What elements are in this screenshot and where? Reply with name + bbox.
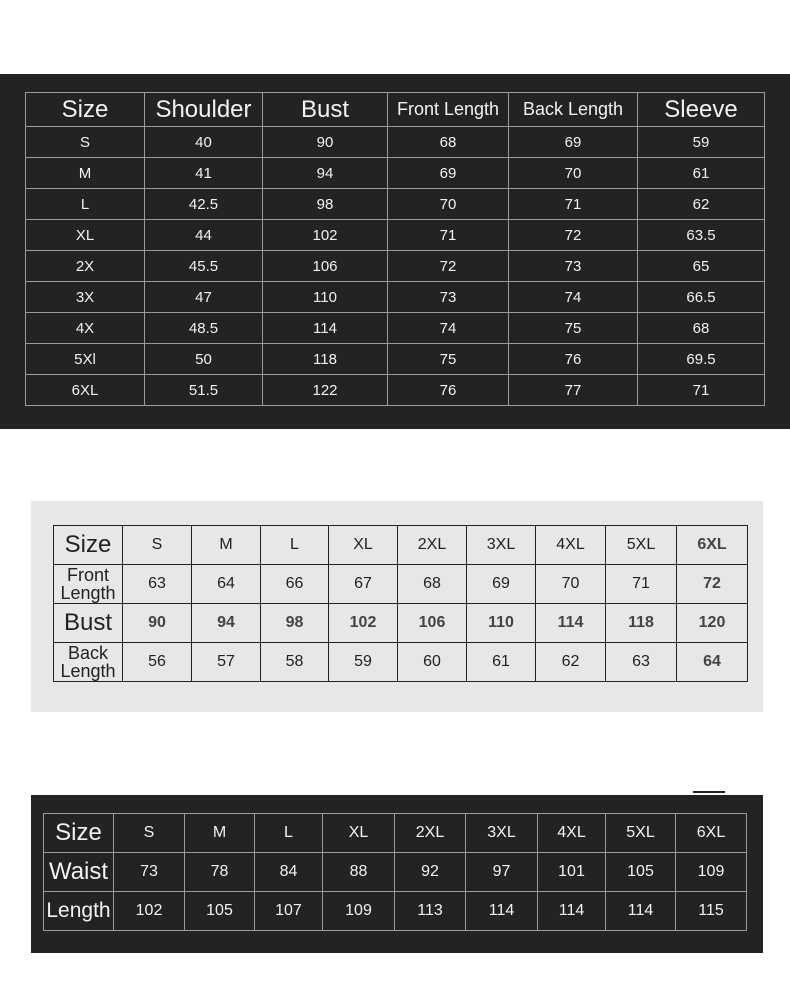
measurement-cell: 59	[329, 643, 398, 682]
measurement-cell: 61	[638, 158, 765, 189]
size-header-cell: XL	[323, 814, 395, 853]
size-cell: 6XL	[26, 375, 145, 406]
measurement-cell: 72	[388, 251, 509, 282]
column-header: Bust	[263, 93, 388, 127]
measurement-cell: 66	[261, 565, 329, 604]
size-header-cell: 2XL	[398, 526, 467, 565]
measurement-cell: 69	[388, 158, 509, 189]
size-header-cell: 4XL	[536, 526, 606, 565]
measurement-cell: 51.5	[145, 375, 263, 406]
measurement-cell: 77	[509, 375, 638, 406]
size-cell: 5Xl	[26, 344, 145, 375]
size-cell: XL	[26, 220, 145, 251]
measurement-cell: 97	[466, 853, 538, 892]
size-header-cell: 4XL	[538, 814, 606, 853]
column-header: Size	[26, 93, 145, 127]
row-label: Waist	[44, 853, 114, 892]
size-header-cell: M	[192, 526, 261, 565]
measurement-cell: 72	[509, 220, 638, 251]
measurement-cell: 101	[538, 853, 606, 892]
measurement-cell: 69	[509, 127, 638, 158]
measurement-cell: 118	[263, 344, 388, 375]
size-header-cell: XL	[329, 526, 398, 565]
measurement-cell: 75	[388, 344, 509, 375]
waist-length-size-chart-panel	[31, 795, 763, 953]
measurement-cell: 59	[638, 127, 765, 158]
row-label: Length	[44, 892, 114, 931]
measurement-cell: 42.5	[145, 189, 263, 220]
measurement-cell: 69.5	[638, 344, 765, 375]
measurement-cell: 90	[123, 604, 192, 643]
measurement-cell: 110	[263, 282, 388, 313]
measurement-cell: 98	[261, 604, 329, 643]
measurement-cell: 75	[509, 313, 638, 344]
size-header-cell: 5XL	[606, 814, 676, 853]
measurement-cell: 67	[329, 565, 398, 604]
measurement-cell: 68	[398, 565, 467, 604]
measurement-cell: 102	[329, 604, 398, 643]
measurement-cell: 102	[263, 220, 388, 251]
measurement-cell: 73	[509, 251, 638, 282]
column-header: Sleeve	[638, 93, 765, 127]
measurement-cell: 107	[255, 892, 323, 931]
table-row	[26, 220, 765, 251]
measurement-cell: 113	[395, 892, 466, 931]
table-row	[26, 127, 765, 158]
measurement-cell: 48.5	[145, 313, 263, 344]
measurement-cell: 109	[676, 853, 747, 892]
measurement-cell: 114	[536, 604, 606, 643]
measurement-cell: 106	[263, 251, 388, 282]
table-row	[44, 853, 747, 892]
table-row	[26, 189, 765, 220]
measurement-cell: 47	[145, 282, 263, 313]
garment-size-table	[25, 92, 765, 406]
table-row	[26, 375, 765, 406]
measurement-cell: 94	[192, 604, 261, 643]
size-header-cell: 6XL	[676, 814, 747, 853]
measurement-cell: 114	[466, 892, 538, 931]
measurement-cell: 71	[509, 189, 638, 220]
measurement-cell: 114	[263, 313, 388, 344]
table-row	[26, 158, 765, 189]
measurement-cell: 94	[263, 158, 388, 189]
size-row-label: Size	[44, 814, 114, 853]
measurement-cell: 45.5	[145, 251, 263, 282]
measurement-cell: 63	[606, 643, 677, 682]
measurement-cell: 98	[263, 189, 388, 220]
measurement-cell: 74	[509, 282, 638, 313]
measurement-cell: 115	[676, 892, 747, 931]
measurement-cell: 70	[536, 565, 606, 604]
table-row	[54, 643, 748, 682]
table-row	[54, 604, 748, 643]
measurement-cell: 68	[638, 313, 765, 344]
measurement-cell: 41	[145, 158, 263, 189]
size-row-label: Size	[54, 526, 123, 565]
measurement-cell: 50	[145, 344, 263, 375]
measurement-cell: 56	[123, 643, 192, 682]
size-cell: 4X	[26, 313, 145, 344]
measurement-cell: 114	[538, 892, 606, 931]
measurement-cell: 70	[509, 158, 638, 189]
size-cell: M	[26, 158, 145, 189]
measurement-cell: 122	[263, 375, 388, 406]
table-row	[26, 251, 765, 282]
table-header-row	[26, 93, 765, 127]
measurement-cell: 66.5	[638, 282, 765, 313]
measurement-cell: 64	[192, 565, 261, 604]
measurement-cell: 58	[261, 643, 329, 682]
row-label: Front Length	[54, 565, 123, 604]
measurement-cell: 78	[185, 853, 255, 892]
size-header-cell: 5XL	[606, 526, 677, 565]
measurement-cell: 84	[255, 853, 323, 892]
measurement-cell: 72	[677, 565, 748, 604]
table-row	[54, 565, 748, 604]
size-header-cell: S	[123, 526, 192, 565]
size-cell: 2X	[26, 251, 145, 282]
measurement-cell: 63	[123, 565, 192, 604]
waist-length-size-table	[43, 813, 747, 931]
measurement-cell: 71	[638, 375, 765, 406]
measurement-cell: 109	[323, 892, 395, 931]
size-header-row	[44, 814, 747, 853]
size-header-cell: L	[261, 526, 329, 565]
measurement-cell: 106	[398, 604, 467, 643]
measurement-cell: 88	[323, 853, 395, 892]
size-header-cell: M	[185, 814, 255, 853]
measurement-cell: 64	[677, 643, 748, 682]
measurement-cell: 62	[638, 189, 765, 220]
measurement-cell: 62	[536, 643, 606, 682]
measurement-cell: 90	[263, 127, 388, 158]
measurement-cell: 102	[114, 892, 185, 931]
size-header-cell: 3XL	[467, 526, 536, 565]
measurement-cell: 65	[638, 251, 765, 282]
measurement-cell: 74	[388, 313, 509, 344]
measurement-cell: 57	[192, 643, 261, 682]
measurement-cell: 76	[388, 375, 509, 406]
measurement-cell: 70	[388, 189, 509, 220]
measurement-cell: 73	[114, 853, 185, 892]
measurement-cell: 114	[606, 892, 676, 931]
size-header-cell: 2XL	[395, 814, 466, 853]
row-label: Back Length	[54, 643, 123, 682]
measurement-cell: 76	[509, 344, 638, 375]
size-cell: S	[26, 127, 145, 158]
measurement-cell: 105	[185, 892, 255, 931]
column-header: Back Length	[509, 93, 638, 127]
measurement-cell: 118	[606, 604, 677, 643]
size-cell: L	[26, 189, 145, 220]
measurement-cell: 110	[467, 604, 536, 643]
size-cell: 3X	[26, 282, 145, 313]
measurement-cell: 73	[388, 282, 509, 313]
size-header-cell: L	[255, 814, 323, 853]
divider-mark	[693, 791, 725, 793]
size-header-cell: 6XL	[677, 526, 748, 565]
measurement-cell: 61	[467, 643, 536, 682]
length-bust-size-table	[53, 525, 748, 682]
size-header-cell: S	[114, 814, 185, 853]
measurement-cell: 71	[388, 220, 509, 251]
size-header-cell: 3XL	[466, 814, 538, 853]
length-bust-size-chart-panel	[31, 501, 763, 712]
table-row	[44, 892, 747, 931]
measurement-cell: 105	[606, 853, 676, 892]
measurement-cell: 120	[677, 604, 748, 643]
measurement-cell: 40	[145, 127, 263, 158]
row-label: Bust	[54, 604, 123, 643]
garment-size-chart-panel	[0, 74, 790, 429]
measurement-cell: 63.5	[638, 220, 765, 251]
table-row	[26, 344, 765, 375]
measurement-cell: 69	[467, 565, 536, 604]
measurement-cell: 71	[606, 565, 677, 604]
column-header: Front Length	[388, 93, 509, 127]
table-row	[26, 313, 765, 344]
column-header: Shoulder	[145, 93, 263, 127]
measurement-cell: 44	[145, 220, 263, 251]
measurement-cell: 92	[395, 853, 466, 892]
measurement-cell: 68	[388, 127, 509, 158]
size-header-row	[54, 526, 748, 565]
measurement-cell: 60	[398, 643, 467, 682]
table-row	[26, 282, 765, 313]
